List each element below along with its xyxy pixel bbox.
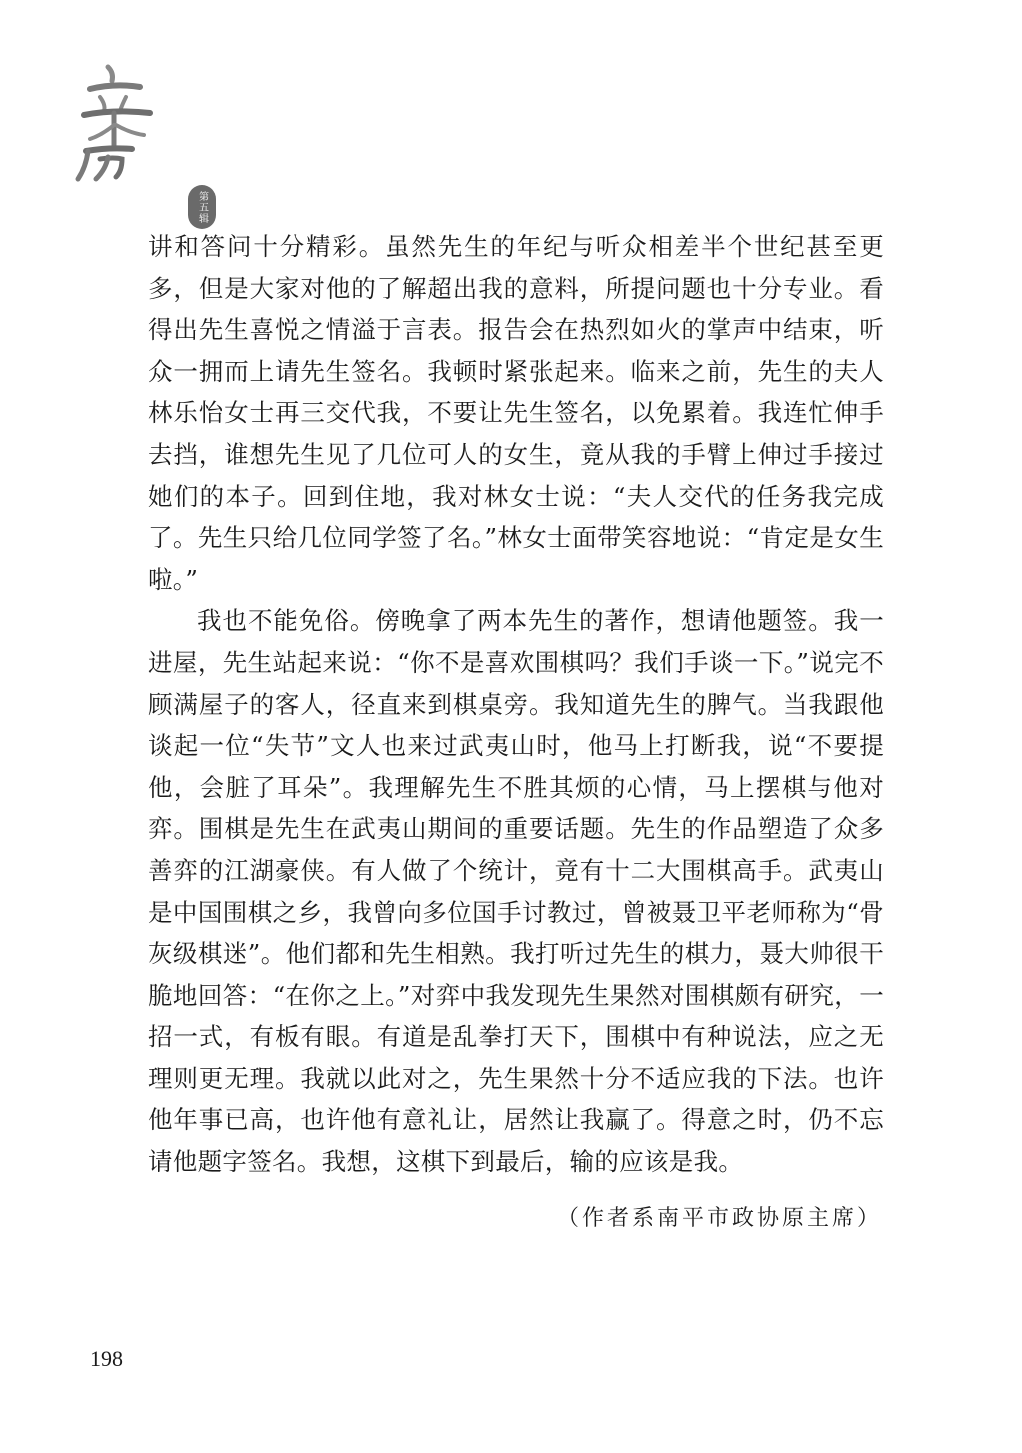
volume-seal: 第五辑 (188, 185, 216, 229)
paragraph: 我也不能免俗。傍晚拿了两本先生的著作，想请他题签。我一进屋，先生站起来说：“你不是喜欢围棋吗？我们手谈一下。”说完不顾满屋子的客人，径直来到棋桌旁。我知道先生的脾气。当我跟他谈起一位“失节”文人也来过武夷山时，他马上打断我，说“不要提他，会脏了耳朵”。我理解先生不胜其烦的心情，马上摆棋与他对弈。围棋是先生在武夷山期间的重要话题。先生的作品塑造了众多善弈的江湖豪侠。有人做了个统计，竟有十二大围棋高手。武夷山是中国围棋之乡，我曾向多位国手讨教过，曾被聂卫平老师称为“骨灰级棋迷”。他们都和先生相熟。我打听过先生的棋力，聂大帅很干脆地回答：“在你之上。”对弈中我发现先生果然对围棋颇有研究，一招一式，有板有眼。有道是乱拳打天下，围棋中有种说法，应之无理则更无理。我就以此对之，先生果然十分不适应我的下法。也许他年事已高，也许他有意礼让，居然让我赢了。得意之时，仍不忘请他题字签名。我想，这棋下到最后，输的应该是我。 (148, 606, 884, 1177)
calligraphy-logo-graphic (70, 55, 170, 185)
book-series-logo (70, 55, 208, 224)
page-number: 198 (90, 1346, 123, 1371)
article-body (148, 226, 884, 1183)
author-attribution: （作者系南平市政协原主席） (556, 1206, 882, 1231)
paragraph: 讲和答问十分精彩。虽然先生的年纪与听众相差半个世纪甚至更多，但是大家对他的了解超出我的意料，所提问题也十分专业。看得出先生喜悦之情溢于言表。报告会在热烈如火的掌声中结束，听众一拥而上请先生签名。我顿时紧张起来。临来之前，先生的夫人林乐怡女士再三交代我，不要让先生签名，以免累着。我连忙伸手去挡，谁想先生见了几位可人的女生，竟从我的手臂上伸过手接过她们的本子。回到住地，我对林女士说：“夫人交代的任务我完成了。先生只给几位同学签了名。”林女士面带笑容地说：“肯定是女生啦。” (148, 232, 884, 594)
